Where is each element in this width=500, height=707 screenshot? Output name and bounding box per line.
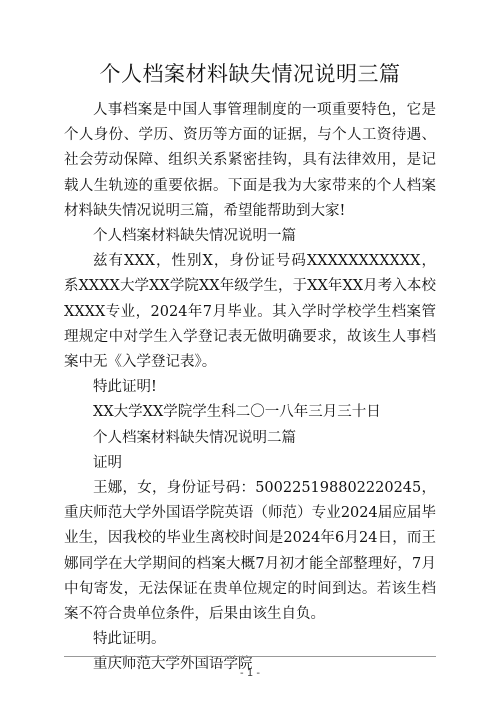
section2-closing: 特此证明。 [93,631,166,648]
footer-divider [64,656,436,657]
page-number: - 1 - [240,668,260,679]
intro-paragraph: 人事档案是中国人事管理制度的一项重要特色，它是个人身份、学历、资历等方面的证据，与个人工资待遇、社会劳动保障、组织关系紧密挂钩，具有法律效用，是记载人生轨迹的重要依据。下面是我为大家带来的个人档案材料缺失情况说明三篇，希望能帮助到大家! [64,102,436,219]
document-title: 个人档案材料缺失情况说明三篇 [99,62,401,86]
section2-body: 王娜，女，身份证号码：500225198802220245，重庆师范大学外国语学院英语（师范）专业2024届应届毕业生，因我校的毕业生离校时间是2024年6月24日，而王娜同学在大学期间的档案大概7月初才能全部整理好，7月中旬寄发，无法保证在贵单位规定的时间到达。若该生档案不符合贵单位条件，后果由该生自负。 [64,480,436,623]
section1-body: 兹有XXX，性别X，身份证号码XXXXXXXXXXX，系XXXX大学XX学院XX年级学生，于XX年XX月考入本校XXXX专业，2024年7月毕业。其入学时学校学生档案管理规定中对学生入学登记表无做明确要求，故该生人事档案中无《入学登记表》。 [64,253,436,371]
section1-closing: 特此证明! [93,379,157,396]
section1-signature: XX大学XX学院学生科二〇一八年三月三十日 [93,404,381,421]
section2-signature: 重庆师范大学外国语学院 [93,656,253,673]
section2-heading: 个人档案材料缺失情况说明二篇 [93,429,296,446]
page-footer [0,656,500,680]
section1-heading: 个人档案材料缺失情况说明一篇 [93,228,296,245]
section2-subheading: 证明 [93,454,122,471]
